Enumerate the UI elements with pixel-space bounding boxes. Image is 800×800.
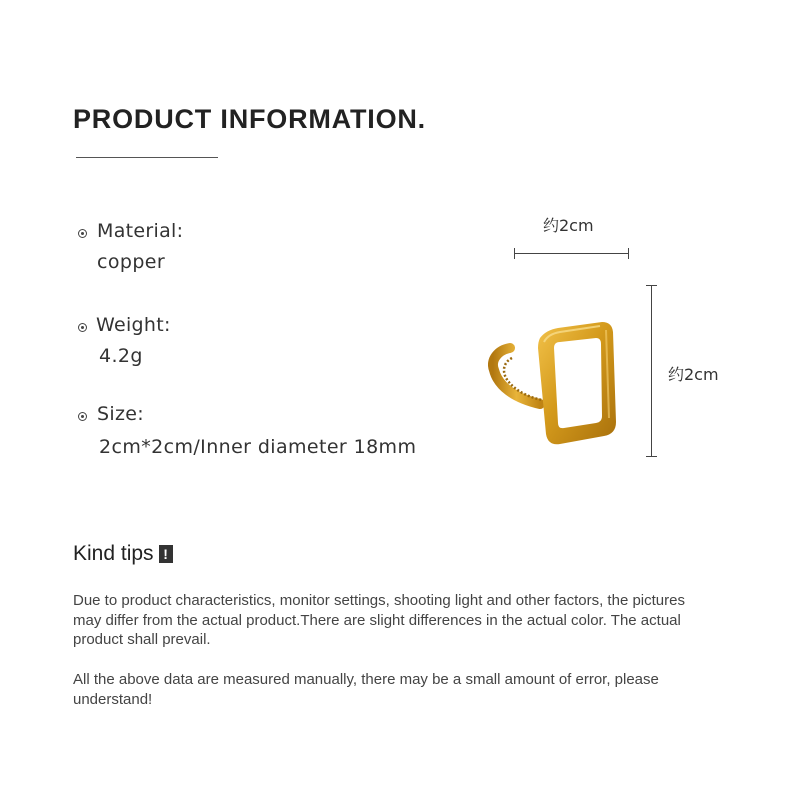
gold-ring-icon [488,318,618,473]
kind-tips-title: Kind tips [73,542,154,565]
height-dimension-cap-bottom [646,456,657,457]
material-label: Material: [97,220,184,242]
size-label: Size: [97,403,144,425]
page-title: PRODUCT INFORMATION. [73,104,426,134]
title-underline [76,157,218,158]
width-dimension-label: 约2cm [543,216,594,235]
height-dimension-label: 约2cm [668,365,719,384]
bullet-icon [78,323,87,332]
exclamation-icon: ! [159,545,173,563]
size-value: 2cm*2cm/Inner diameter 18mm [99,436,417,458]
height-dimension-line [651,285,652,457]
width-dimension-cap-right [628,248,629,259]
kind-tips-heading [73,542,173,566]
width-dimension-line [514,253,629,254]
height-dimension-cap-top [646,285,657,286]
width-dimension-cap-left [514,248,515,259]
material-value: copper [97,251,166,273]
bullet-icon [78,412,87,421]
disclaimer-paragraph: Due to product characteristics, monitor settings, shooting light and other factors, the pictures may differ from the actual product.There are slight differences in the actual color. The actual product shall prevail. [73,592,685,648]
weight-label: Weight: [96,314,171,336]
bullet-icon [78,229,87,238]
measurement-note-paragraph: All the above data are measured manually, there may be a small amount of error, please understand! [73,671,659,708]
weight-value: 4.2g [99,345,143,367]
